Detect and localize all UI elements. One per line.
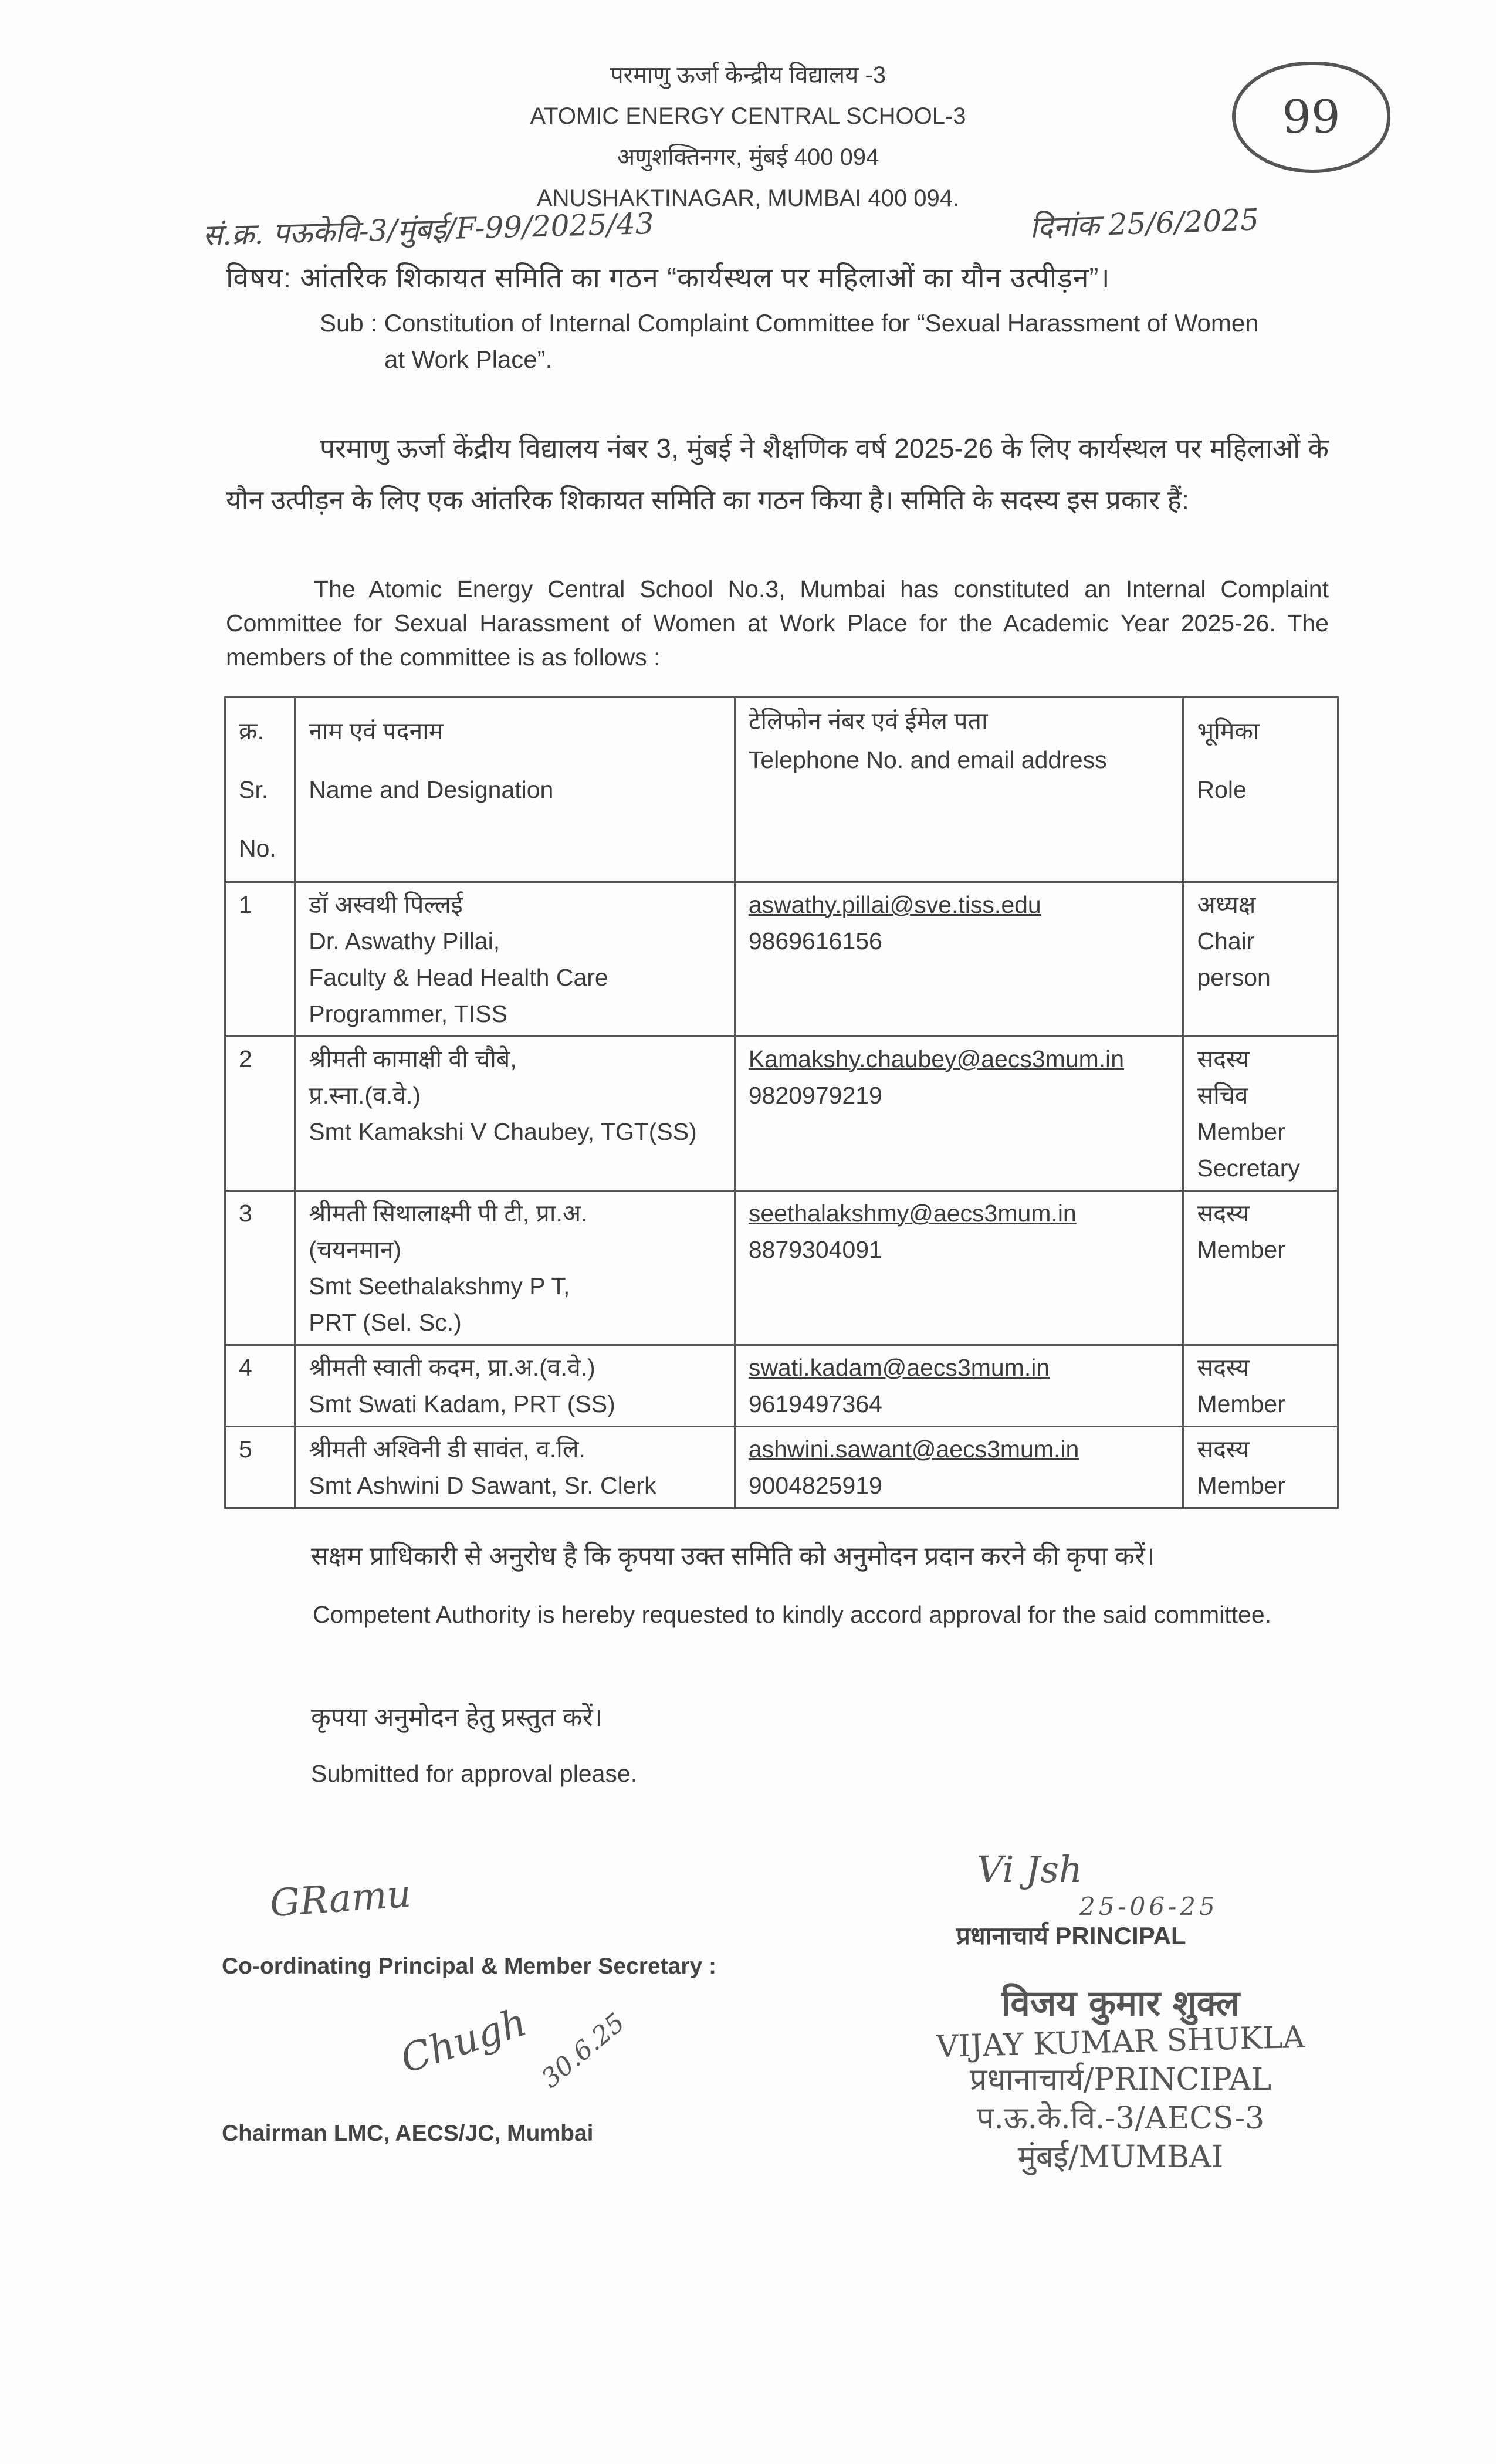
chairman-label: Chairman LMC, AECS/JC, Mumbai [222,2121,594,2146]
header-name-hindi: नाम एवं पदनाम [309,717,444,744]
member-role-english: Member [1197,1472,1285,1499]
member-phone: 9619497364 [748,1390,882,1417]
submit-english: Submitted for approval please. [311,1760,638,1787]
member-name-english: Dr. Aswathy Pillai, [309,928,500,955]
member-phone: 9820979219 [748,1082,882,1109]
header-sr-english-2: No. [239,835,276,862]
member-name-hindi: डॉ अस्वथी पिल्लई [309,891,463,918]
member-name-hindi: श्रीमती स्वाती कदम, प्रा.अ.(व.वे.) [309,1354,595,1381]
member-designation-hindi: (चयनमान) [309,1236,402,1263]
header-sr-hindi: क्र. [239,717,264,744]
subject-english [320,305,1329,378]
request-hindi: सक्षम प्राधिकारी से अनुरोध है कि कृपया उक्त समिति को अनुमोदन प्रदान करने की कृपा करें। [311,1542,1155,1571]
role-cell [1183,1037,1338,1191]
name-cell [295,1345,735,1427]
member-designation: Faculty & Head Health Care [309,964,608,991]
principal-signature: Vi Jsh [977,1848,1082,1891]
subject-english-line1: Sub : Constitution of Internal Complaint Committee for “Sexual Harassment of Women [320,309,1259,337]
stamp-city: मुंबई/MUMBAI [1017,2140,1224,2175]
address-hindi: अणुशक्तिनगर, मुंबई 400 094 [617,144,879,170]
sr-cell: 3 [225,1191,295,1345]
subject-english-line2: at Work Place”. [384,346,553,373]
committee-members-table [224,696,1339,1509]
reference-number: सं.क्र. पऊकेवि-3/मुंबई/F-99/2025/43 [202,206,655,253]
stamp-name-hindi: विजय कुमार शुक्ल [1001,1983,1240,2024]
stamp-name-english: VIJAY KUMAR SHUKLA [936,2019,1305,2065]
sr-cell: 4 [225,1345,295,1427]
member-phone: 9004825919 [748,1472,882,1499]
role-cell [1183,882,1338,1037]
member-email-link[interactable]: aswathy.pillai@sve.tiss.edu [748,891,1041,918]
member-role-english: Chair [1197,928,1255,955]
body-hindi-line1: परमाणु ऊर्जा केंद्रीय विद्यालय नंबर 3, मुंबई ने शैक्षणिक वर्ष 2025-26 के लिए [320,433,1071,463]
principal-stamp [909,1983,1332,2177]
contact-cell [735,1191,1183,1345]
stamp-title: प्रधानाचार्य/PRINCIPAL [969,2062,1272,2097]
request-english: Competent Authority is hereby requested to kindly accord approval for the said committee. [313,1601,1272,1628]
role-cell [1183,1427,1338,1508]
sr-cell: 1 [225,882,295,1037]
member-email-link[interactable]: ashwini.sawant@aecs3mum.in [748,1436,1079,1463]
header-contact-english: Telephone No. and email address [748,746,1107,773]
header-name [295,698,735,882]
body-paragraph-english: The Atomic Energy Central School No.3, Mumbai has constituted an Internal Complaint Committee for Sexual Harassment of Women at Work Place for the Academic Year 2025-26. The members of the committee is as follows : [226,576,1329,671]
table-row [225,1427,1338,1508]
member-name-english: Smt Ashwini D Sawant, Sr. Clerk [309,1472,656,1499]
reference-date: दिनांक 25/6/2025 [1029,202,1260,245]
header-contact [735,698,1183,882]
contact-cell [735,882,1183,1037]
school-name-english: ATOMIC ENERGY CENTRAL SCHOOL-3 [530,103,966,129]
member-phone: 9869616156 [748,928,882,955]
contact-cell [735,1037,1183,1191]
stamp-school: प.ऊ.के.वि.-3/AECS-3 [976,2101,1265,2136]
body-paragraph-hindi [226,422,1329,526]
member-role-hindi: सदस्य [1197,1200,1250,1227]
member-name-hindi: श्रीमती सिथालाक्ष्मी पी टी, प्रा.अ. [309,1200,588,1227]
member-designation: Programmer, TISS [309,1000,507,1027]
table-row [225,1037,1338,1191]
subject-hindi: विषय: आंतरिक शिकायत समिति का गठन “कार्यस्थल पर महिलाओं का यौन उत्पीड़न”। [226,263,1111,294]
role-cell [1183,1191,1338,1345]
member-role-hindi: सदस्य [1197,1045,1250,1072]
role-cell [1183,1345,1338,1427]
member-designation: PRT (Sel. Sc.) [309,1309,462,1336]
member-role-english: Member [1197,1236,1285,1263]
school-name-hindi: परमाणु ऊर्जा केन्द्रीय विद्यालय -3 [610,62,886,88]
name-cell [295,1037,735,1191]
member-role-hindi: सचिव [1197,1082,1248,1109]
member-name-hindi: श्रीमती कामाक्षी वी चौबे, [309,1045,517,1072]
body-hindi-rest: कार्यस्थल पर महिलाओं के यौन उत्पीड़न के लिए एक आंतरिक शिकायत समिति का गठन किया है। समिति के सदस्य इस प्रकार हैं: [226,433,1329,515]
member-role-hindi: सदस्य [1197,1354,1250,1381]
header-role-hindi: भूमिका [1197,717,1260,744]
member-email-link[interactable]: swati.kadam@aecs3mum.in [748,1354,1050,1381]
name-cell [295,1427,735,1508]
member-role-english: Secretary [1197,1155,1300,1182]
sr-cell: 5 [225,1427,295,1508]
header-sr-english-1: Sr. [239,776,269,803]
principal-signature-date: 25-06-25 [1079,1892,1219,1921]
contact-cell [735,1345,1183,1427]
header-name-english: Name and Designation [309,776,554,803]
member-designation-hindi: प्र.स्ना.(व.वे.) [309,1082,421,1109]
address-english: ANUSHAKTINAGAR, MUMBAI 400 094. [536,185,960,211]
member-role-english: Member [1197,1390,1285,1417]
member-role-english: Member [1197,1118,1285,1145]
member-name-english: Smt Kamakshi V Chaubey, TGT(SS) [309,1118,697,1145]
header-role-english: Role [1197,776,1247,803]
chairman-signature-date: 30.6.25 [536,2007,631,2094]
member-role-hindi: अध्यक्ष [1197,891,1256,918]
member-name-english: Smt Swati Kadam, PRT (SS) [309,1390,615,1417]
member-role-english: person [1197,964,1271,991]
table-row [225,882,1338,1037]
member-email-link[interactable]: seethalakshmy@aecs3mum.in [748,1200,1077,1227]
table-header-row [225,698,1338,882]
principal-label: प्रधानाचार्य PRINCIPAL [956,1922,1186,1949]
page-number-circle [1232,62,1390,173]
coordinator-label: Co-ordinating Principal & Member Secretary : [222,1954,717,1979]
name-cell [295,882,735,1037]
member-name-hindi: श्रीमती अश्विनी डी सावंत, व.लि. [309,1436,585,1463]
chairman-signature: Chugh [395,1999,532,2083]
table-row [225,1345,1338,1427]
header-role [1183,698,1338,882]
member-name-english: Smt Seethalakshmy P T, [309,1272,570,1299]
member-email-link[interactable]: Kamakshy.chaubey@aecs3mum.in [748,1045,1125,1072]
page-number: 99 [1282,91,1341,144]
contact-cell [735,1427,1183,1508]
name-cell [295,1191,735,1345]
header-sr [225,698,295,882]
header-contact-hindi: टेलिफोन नंबर एवं ईमेल पता [748,708,988,735]
submit-hindi: कृपया अनुमोदन हेतु प्रस्तुत करें। [311,1703,603,1732]
member-role-hindi: सदस्य [1197,1436,1250,1463]
coordinator-signature: GRamu [268,1872,413,1926]
member-phone: 8879304091 [748,1236,882,1263]
sr-cell: 2 [225,1037,295,1191]
table-row [225,1191,1338,1345]
